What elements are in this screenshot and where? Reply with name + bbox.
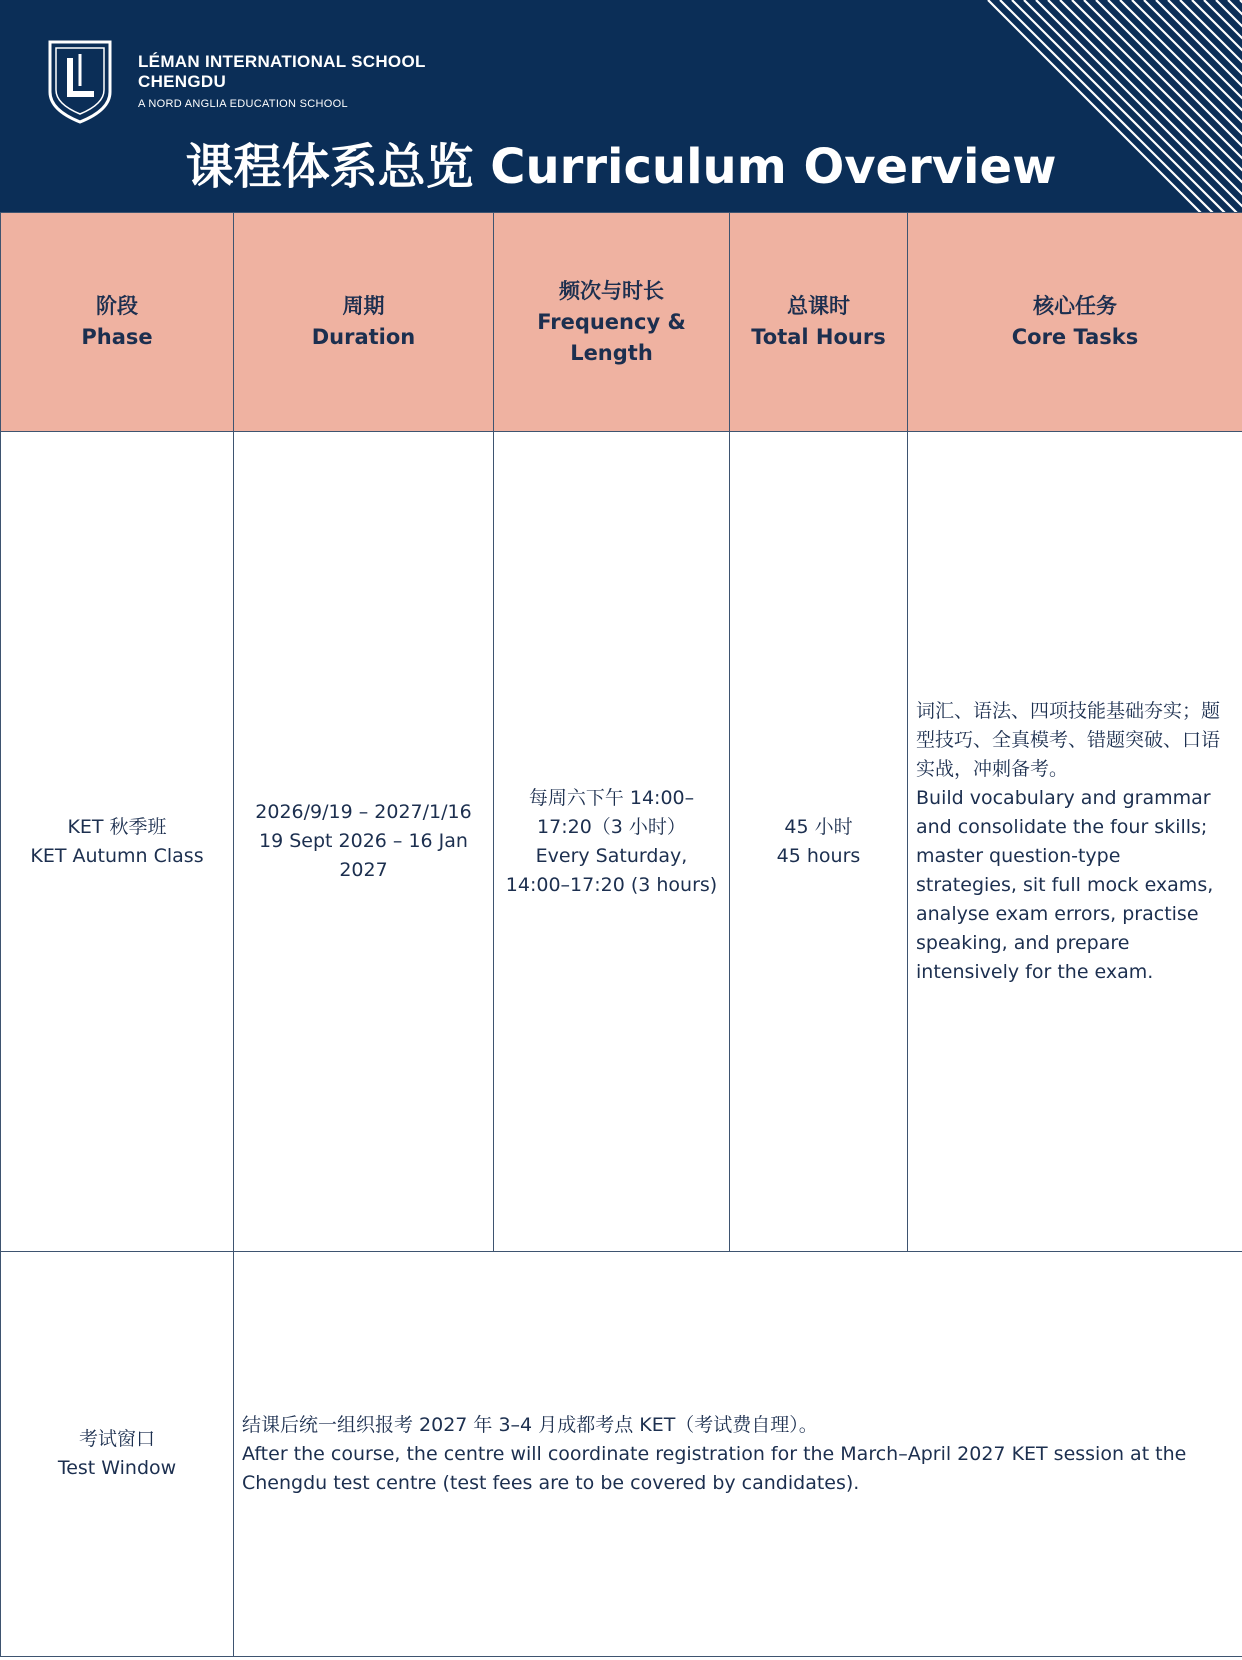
tasks-zh: 词汇、语法、四项技能基础夯实；题型技巧、全真模考、错题突破、口语实战，冲刺备考。 (916, 699, 1221, 780)
cell-duration (234, 432, 494, 1252)
header-frequency-en-1: Frequency & (537, 309, 686, 334)
header-tasks-en: Core Tasks (1011, 325, 1139, 349)
header-phase (1, 213, 234, 432)
header-frequency-en-2: Length (570, 340, 653, 365)
phase-en: KET Autumn Class (30, 844, 204, 867)
cell-total-hours (730, 432, 908, 1252)
table-row (1, 1252, 1242, 1657)
test-window-desc-zh: 结课后统一组织报考 2027 年 3–4 月成都考点 KET（考试费自理）。 (242, 1413, 818, 1436)
page-title: 课程体系总览 Curriculum Overview (185, 139, 1057, 195)
cell-phase (1, 432, 234, 1252)
curriculum-table (0, 212, 1242, 1657)
header-hours-zh: 总课时 (787, 294, 850, 318)
duration-line1: 2026/9/19 – 2027/1/16 (255, 801, 472, 823)
header-duration-zh: 周期 (342, 294, 385, 318)
header-phase-zh: 阶段 (96, 294, 138, 318)
school-shield-logo-icon (44, 38, 116, 124)
phase-zh: KET 秋季班 (67, 815, 167, 838)
header-phase-en: Phase (81, 325, 153, 349)
header-total-hours (730, 213, 908, 432)
cell-core-tasks (908, 432, 1242, 1252)
header-duration-en: Duration (311, 325, 416, 349)
school-name-line1: LÉMAN INTERNATIONAL SCHOOL (138, 52, 426, 71)
header-core-tasks (908, 213, 1242, 432)
duration-line2: 19 Sept 2026 – 16 Jan (259, 830, 468, 852)
table-row (1, 432, 1242, 1252)
frequency-line1: 每周六下午 14:00– (528, 786, 695, 809)
cell-test-window-desc (234, 1252, 1242, 1657)
page-header (0, 0, 1242, 212)
hours-zh: 45 小时 (784, 815, 853, 838)
test-window-en: Test Window (57, 1457, 177, 1479)
school-name-line2: CHENGDU (138, 72, 227, 91)
header-tasks-zh: 核心任务 (1033, 294, 1117, 318)
frequency-line4: 14:00–17:20 (3 hours) (505, 873, 718, 896)
school-subtitle: A NORD ANGLIA EDUCATION SCHOOL (138, 98, 348, 110)
cell-test-window-label (1, 1252, 234, 1657)
header-hours-en: Total Hours (751, 325, 886, 349)
test-window-zh: 考试窗口 (78, 1428, 155, 1450)
header-frequency (494, 213, 730, 432)
cell-frequency (494, 432, 730, 1252)
school-name (138, 52, 426, 92)
frequency-line2: 17:20（3 小时） (537, 815, 686, 838)
header-duration (234, 213, 494, 432)
hours-en: 45 hours (776, 844, 861, 867)
duration-line3: 2027 (339, 859, 388, 881)
tasks-en: Build vocabulary and grammar and consolidate the four skills; master question-type strategies, sit full mock exams, analyse exam errors, practise speaking, and prepare intensively for the exam. (916, 786, 1214, 983)
table-header-row (1, 213, 1242, 432)
test-window-desc-en: After the course, the centre will coordinate registration for the March–April 2027 KET session at the Chengdu test centre (test fees are to be covered by candidates). (242, 1442, 1187, 1494)
header-frequency-zh: 频次与时长 (559, 278, 664, 303)
frequency-line3: Every Saturday, (535, 844, 688, 867)
